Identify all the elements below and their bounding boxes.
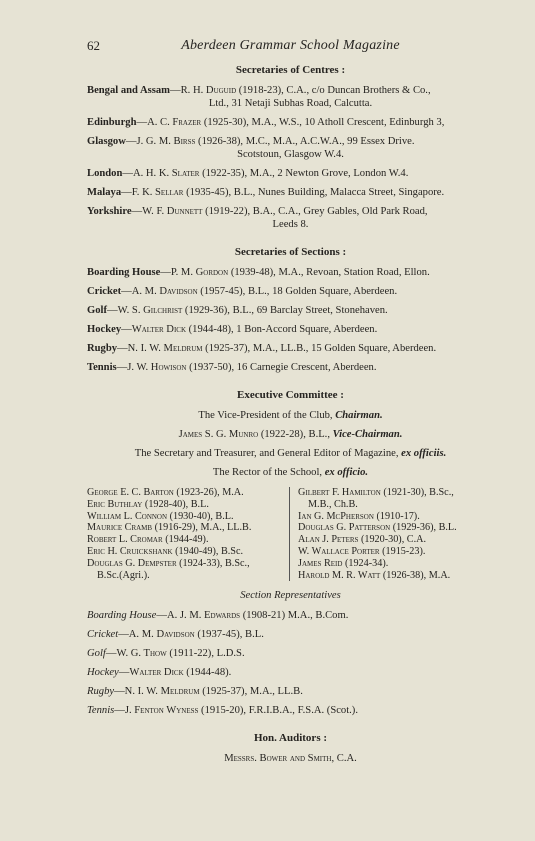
committee-member <box>87 511 283 523</box>
member-details: (1924-34). <box>342 557 389 569</box>
centre-entry: Edinburgh—A. C. Frazer (1925-30), M.A., W.S., 10 Atholl Crescent, Edinburgh 3, <box>87 117 445 128</box>
representative-details: (1925-37), M.A., LL.B. <box>199 686 303 698</box>
representative-details: (1937-45), B.L. <box>194 629 264 641</box>
magazine-title: Aberdeen Grammar School Magazine <box>181 38 400 53</box>
member-name: Robert L. Cromar <box>87 534 163 546</box>
centre-place: London <box>87 168 123 179</box>
representative-name: W. G. Thow <box>116 648 167 660</box>
member-details: (1930-40), B.L. <box>167 510 234 522</box>
representative-details: (1944-48). <box>183 667 232 679</box>
member-details: (1928-40), B.L. <box>142 498 209 510</box>
section-sport: Boarding House <box>87 267 161 278</box>
committee-members-right <box>290 487 494 581</box>
member-details: (1944-49). <box>162 534 209 546</box>
section-secretary-name: P. M. Gordon <box>170 267 229 278</box>
member-name: Douglas G. Patterson <box>298 522 391 534</box>
representative-sport: Cricket <box>87 629 119 641</box>
centre-details: (1926-38), M.C., M.A., A.C.W.A., 99 Essex Drive. <box>195 136 415 147</box>
representative-name: N. I. W. Meldrum <box>124 686 200 698</box>
centre-secretary-name: A. C. Frazer <box>147 117 202 128</box>
member-name: Eric Buthlay <box>87 498 143 510</box>
executive-chairman-line: The Vice-President of the Club, Chairman. <box>198 410 383 421</box>
centres-list <box>87 84 494 231</box>
centre-entry: Glasgow—J. G. M. Birss (1926-38), M.C., M.A., A.C.W.A., 99 Essex Drive. Scotstoun, Glasgow W.4. <box>87 135 494 161</box>
member-name: W. Wallace Porter <box>298 545 380 557</box>
section-secretary-name: J. W. Howison <box>127 362 187 373</box>
representatives-heading: Section Representatives <box>240 590 341 602</box>
page-content <box>87 64 494 771</box>
centres-heading: Secretaries of Centres : <box>235 64 346 76</box>
section-entry: Golf—W. S. Gilchrist (1929-36), B.L., 69 Barclay Street, Stonehaven. <box>87 305 388 316</box>
member-details: (1926-38), M.A. <box>380 569 451 581</box>
member-name: Harold M. R. Watt <box>298 569 381 581</box>
committee-member <box>298 522 494 534</box>
committee-member <box>87 487 283 499</box>
representative-entry: Boarding House—A. J. M. Edwards (1908-21) M.A., B.Com. <box>87 610 349 622</box>
member-name: James Reid <box>298 557 343 569</box>
centre-secretary-name: J. G. M. Birss <box>136 136 196 147</box>
centre-place: Yorkshire <box>87 206 132 217</box>
member-details: (1915-23). <box>379 545 426 557</box>
centre-details: (1935-45), B.L., Nunes Building, Malacca Street, Singapore. <box>183 187 445 198</box>
section-details: (1939-48), M.A., Revoan, Station Road, Ellon. <box>228 267 430 278</box>
executive-vice-chairman-line: James S. G. Munro (1922-28), B.L., Vice-Chairman. <box>178 429 403 440</box>
centre-secretary-name: R. H. Duguid <box>180 85 237 96</box>
auditors-heading: Hon. Auditors : <box>253 732 328 745</box>
section-sport: Tennis <box>87 362 117 373</box>
centre-entry: Bengal and Assam—R. H. Duguid (1918-23), C.A., c/o Duncan Brothers & Co., Ltd., 31 Netaji Subhas Road, Calcutta. <box>87 84 494 110</box>
centre-details-cont: Leeds 8. <box>272 219 309 230</box>
member-details: (1929-36), B.L. <box>390 522 457 534</box>
committee-member <box>87 522 283 534</box>
member-details: (1910-17). <box>373 510 420 522</box>
member-name: William L. Connon <box>87 510 168 522</box>
centre-secretary-name: A. H. K. Slater <box>132 168 200 179</box>
section-entry: Cricket—A. M. Davidson (1957-45), B.L., 18 Golden Square, Aberdeen. <box>87 286 398 297</box>
section-sport: Hockey <box>87 324 122 335</box>
committee-member <box>87 558 283 582</box>
representative-details: (1915-20), F.R.I.B.A., F.S.A. (Scot.). <box>198 705 358 717</box>
representative-entry: Golf—W. G. Thow (1911-22), L.D.S. <box>87 648 245 660</box>
section-secretary-name: A. M. Davidson <box>131 286 198 297</box>
committee-members-left <box>87 487 290 581</box>
running-head <box>87 38 494 58</box>
section-entry: Boarding House—P. M. Gordon (1939-48), M.A., Revoan, Station Road, Ellon. <box>87 267 430 278</box>
section-entry: Rugby—N. I. W. Meldrum (1925-37), M.A., LL.B., 15 Golden Square, Aberdeen. <box>87 343 437 354</box>
representative-entry: Rugby—N. I. W. Meldrum (1925-37), M.A., LL.B. <box>87 686 303 698</box>
centre-details-cont: Ltd., 31 Netaji Subhas Road, Calcutta. <box>208 98 373 109</box>
representative-details: (1908-21) M.A., B.Com. <box>240 610 349 622</box>
centre-entry: Yorkshire—W. F. Dunnett (1919-22), B.A., C.A., Grey Gables, Old Park Road, Leeds 8. <box>87 205 494 231</box>
section-secretary-name: Walter Dick <box>131 324 186 335</box>
section-details: (1937-50), 16 Carnegie Crescent, Aberdeen. <box>186 362 377 373</box>
executive-heading: Executive Committee : <box>237 389 344 401</box>
centre-details: (1918-23), C.A., c/o Duncan Brothers & Co., <box>236 85 431 96</box>
committee-member <box>87 546 283 558</box>
executive-rector-line: The Rector of the School, ex officio. <box>212 467 369 478</box>
representative-sport: Boarding House <box>87 610 157 622</box>
representatives-list <box>87 609 494 717</box>
representative-details: (1911-22), L.D.S. <box>166 648 245 660</box>
member-details: (1920-30), C.A. <box>358 534 427 546</box>
representative-entry: Cricket—A. M. Davidson (1937-45), B.L. <box>87 629 264 641</box>
section-sport: Cricket <box>87 286 122 297</box>
committee-member <box>87 534 283 546</box>
sections-list <box>87 266 494 374</box>
section-entry: Hockey—Walter Dick (1944-48), 1 Bon-Accord Square, Aberdeen. <box>87 324 378 335</box>
centre-entry: London—A. H. K. Slater (1922-35), M.A., 2 Newton Grove, London W.4. <box>87 168 409 179</box>
committee-member <box>298 558 494 570</box>
committee-member <box>87 499 283 511</box>
member-name: Gilbert F. Hamilton <box>298 487 381 498</box>
executive-secretary-line: The Secretary and Treasurer, and General Editor of Magazine, ex officiis. <box>134 448 447 459</box>
representative-name: J. Fenton Wyness <box>124 705 199 717</box>
centre-secretary-name: F. K. Sellar <box>131 187 184 198</box>
section-details: (1929-36), B.L., 69 Barclay Street, Stonehaven. <box>182 305 388 316</box>
member-name: Maurice Cramb <box>87 522 153 534</box>
centre-place: Bengal and Assam <box>87 85 171 96</box>
representative-entry: Hockey—Walter Dick (1944-48). <box>87 667 232 679</box>
section-details: (1925-37), M.A., LL.B., 15 Golden Square, Aberdeen. <box>202 343 437 354</box>
committee-members <box>87 487 494 581</box>
member-details: (1923-26), M.A. <box>173 487 244 498</box>
member-details: (1916-29), M.A., LL.B. <box>152 522 252 534</box>
representative-entry: Tennis—J. Fenton Wyness (1915-20), F.R.I.B.A., F.S.A. (Scot.). <box>87 705 358 717</box>
committee-member <box>298 487 494 511</box>
member-details: (1940-49), B.Sc. <box>172 545 244 557</box>
member-details-cont: M.B., Ch.B. <box>308 498 358 510</box>
sections-heading: Secretaries of Sections : <box>234 246 347 258</box>
section-secretary-name: N. I. W. Meldrum <box>127 343 203 354</box>
member-name: Eric H. Cruickshank <box>87 545 173 557</box>
centre-details: (1925-30), M.A., W.S., 10 Atholl Crescent, Edinburgh 3, <box>201 117 445 128</box>
member-details: (1924-33), B.Sc., <box>176 557 250 569</box>
representative-sport: Rugby <box>87 686 115 698</box>
member-name: Douglas G. Dempster <box>87 557 177 569</box>
section-entry: Tennis—J. W. Howison (1937-50), 16 Carnegie Crescent, Aberdeen. <box>87 362 377 373</box>
centre-entry: Malaya—F. K. Sellar (1935-45), B.L., Nunes Building, Malacca Street, Singapore. <box>87 187 445 198</box>
member-details-cont: B.Sc.(Agri.). <box>97 569 150 581</box>
section-details: (1957-45), B.L., 18 Golden Square, Aberdeen. <box>197 286 398 297</box>
member-name: Ian G. McPherson <box>298 510 374 522</box>
committee-member <box>298 546 494 558</box>
representative-sport: Hockey <box>87 667 119 679</box>
committee-member <box>298 511 494 523</box>
section-sport: Golf <box>87 305 108 316</box>
section-sport: Rugby <box>87 343 118 354</box>
centre-secretary-name: W. F. Dunnett <box>142 206 203 217</box>
centre-place: Edinburgh <box>87 117 137 128</box>
representative-name: Walter Dick <box>129 667 184 679</box>
auditors-line: Messrs. Bower and Smith, C.A. <box>224 753 357 765</box>
representative-sport: Tennis <box>87 705 115 717</box>
committee-member <box>298 534 494 546</box>
section-details: (1944-48), 1 Bon-Accord Square, Aberdeen. <box>186 324 378 335</box>
centre-place: Malaya <box>87 187 122 198</box>
committee-member <box>298 570 494 582</box>
page-number: 62 <box>87 38 100 53</box>
representative-name: A. M. Davidson <box>128 629 195 641</box>
representative-name: A. J. M. Edwards <box>166 610 241 622</box>
representative-sport: Golf <box>87 648 106 660</box>
member-name: Alan J. Peters <box>298 534 359 546</box>
member-name: George E. C. Barton <box>87 487 174 498</box>
member-details: (1921-30), B.Sc., <box>380 487 454 498</box>
vice-chairman-role: Vice-Chairman. <box>332 429 403 440</box>
section-secretary-name: W. S. Gilchrist <box>117 305 183 316</box>
centre-details: (1919-22), B.A., C.A., Grey Gables, Old Park Road, <box>202 206 428 217</box>
centre-details: (1922-35), M.A., 2 Newton Grove, London W.4. <box>199 168 409 179</box>
centre-place: Glasgow <box>87 136 126 147</box>
centre-details-cont: Scotstoun, Glasgow W.4. <box>237 149 344 160</box>
chairman-role: Chairman. <box>335 410 383 421</box>
